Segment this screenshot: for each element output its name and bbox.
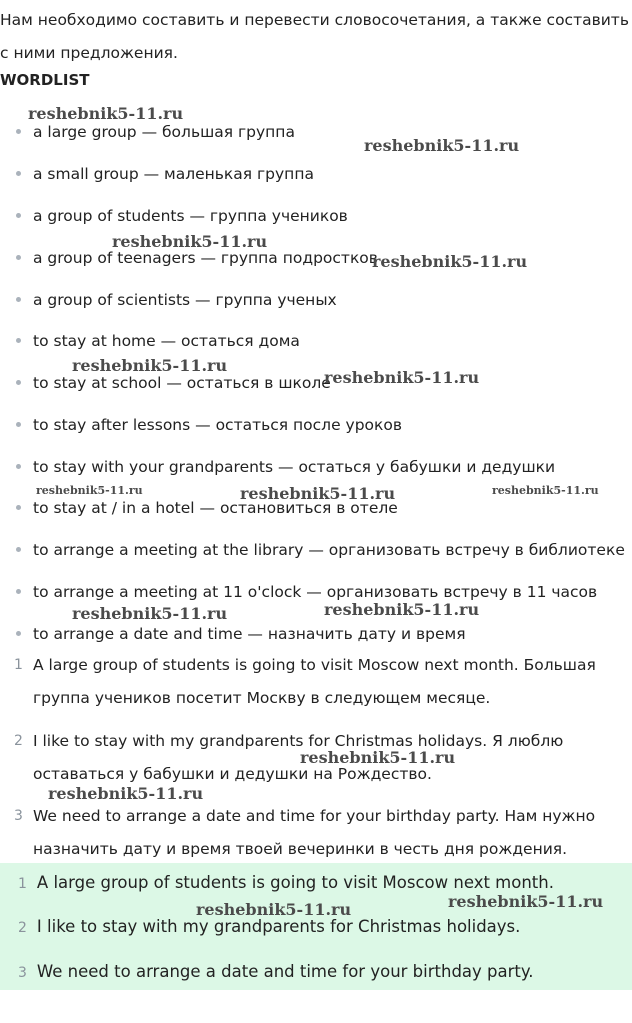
sentence-number: 3: [14, 808, 23, 824]
list-item: to arrange a meeting at 11 o'clock — организовать встречу в 11 часов: [16, 582, 597, 602]
wordlist-heading: WORDLIST: [0, 71, 90, 89]
watermark: reshebnik5-11.ru: [28, 104, 184, 123]
bullet-icon: [16, 255, 21, 260]
list-item: a large group — большая группа: [16, 122, 295, 142]
watermark: reshebnik5-11.ru: [364, 136, 520, 155]
watermark: reshebnik5-11.ru: [492, 484, 599, 497]
bullet-icon: [16, 422, 21, 427]
bullet-icon: [16, 380, 21, 385]
answer-number: 1: [18, 876, 27, 892]
bullet-icon: [16, 631, 21, 636]
list-item: a group of students — группа учеников: [16, 206, 348, 226]
answer-item: [18, 916, 520, 939]
watermark: reshebnik5-11.ru: [72, 356, 228, 375]
bullet-icon: [16, 547, 21, 552]
answer-text: We need to arrange a date and time for your birthday party.: [36, 962, 534, 981]
sentence-text: We need to arrange a date and time for your birthday party. Нам нужно назначить дату и время твоей вечеринки в честь дня рождения.: [33, 807, 596, 858]
watermark: reshebnik5-11.ru: [36, 484, 143, 497]
watermark: reshebnik5-11.ru: [48, 784, 204, 803]
watermark: reshebnik5-11.ru: [300, 748, 456, 767]
bullet-icon: [16, 464, 21, 469]
watermark: reshebnik5-11.ru: [448, 892, 604, 911]
intro-text: Нам необходимо составить и перевести словосочетания, а также составить с ними предложения.: [0, 11, 629, 62]
watermark: reshebnik5-11.ru: [196, 900, 352, 919]
watermark: reshebnik5-11.ru: [72, 604, 228, 623]
answer-item: [18, 961, 534, 984]
watermark: reshebnik5-11.ru: [324, 600, 480, 619]
answer-text: A large group of students is going to visit Moscow next month.: [36, 873, 554, 892]
answer-number: 3: [18, 965, 27, 981]
answer-number: 2: [18, 920, 27, 936]
sentence-number: 1: [14, 657, 23, 673]
list-item: to stay at school — остаться в школе: [16, 373, 331, 393]
list-item: to arrange a date and time — назначить дату и время: [16, 624, 466, 644]
sentence-text: I like to stay with my grandparents for Christmas holidays. Я люблю оставаться у бабушки и дедушки на Рождество.: [33, 732, 564, 783]
list-item: a group of scientists — группа ученых: [16, 290, 337, 310]
sentence-number: 2: [14, 733, 23, 749]
sentence-item: [14, 649, 626, 715]
watermark: reshebnik5-11.ru: [112, 232, 268, 251]
list-item: a group of teenagers — группа подростков: [16, 248, 378, 268]
bullet-icon: [16, 338, 21, 343]
bullet-icon: [16, 171, 21, 176]
sentence-item: [14, 800, 626, 866]
answer-box: [0, 863, 632, 990]
watermark: reshebnik5-11.ru: [324, 368, 480, 387]
answer-text: I like to stay with my grandparents for Christmas holidays.: [36, 917, 521, 936]
list-item: to stay at / in a hotel — остановиться в отеле: [16, 498, 398, 518]
list-item: a small group — маленькая группа: [16, 164, 314, 184]
watermark: reshebnik5-11.ru: [372, 252, 528, 271]
bullet-icon: [16, 129, 21, 134]
list-item: to stay after lessons — остаться после уроков: [16, 415, 402, 435]
list-item: to arrange a meeting at the library — организовать встречу в библиотеке: [16, 540, 625, 560]
bullet-icon: [16, 505, 21, 510]
bullet-icon: [16, 297, 21, 302]
bullet-icon: [16, 589, 21, 594]
list-item: to stay at home — остаться дома: [16, 331, 300, 351]
bullet-icon: [16, 213, 21, 218]
watermark: reshebnik5-11.ru: [240, 484, 396, 503]
sentence-text: A large group of students is going to visit Moscow next month. Большая группа учеников посетит Москву в следующем месяце.: [33, 656, 596, 707]
list-item: to stay with your grandparents — остаться у бабушки и дедушки: [16, 457, 555, 477]
